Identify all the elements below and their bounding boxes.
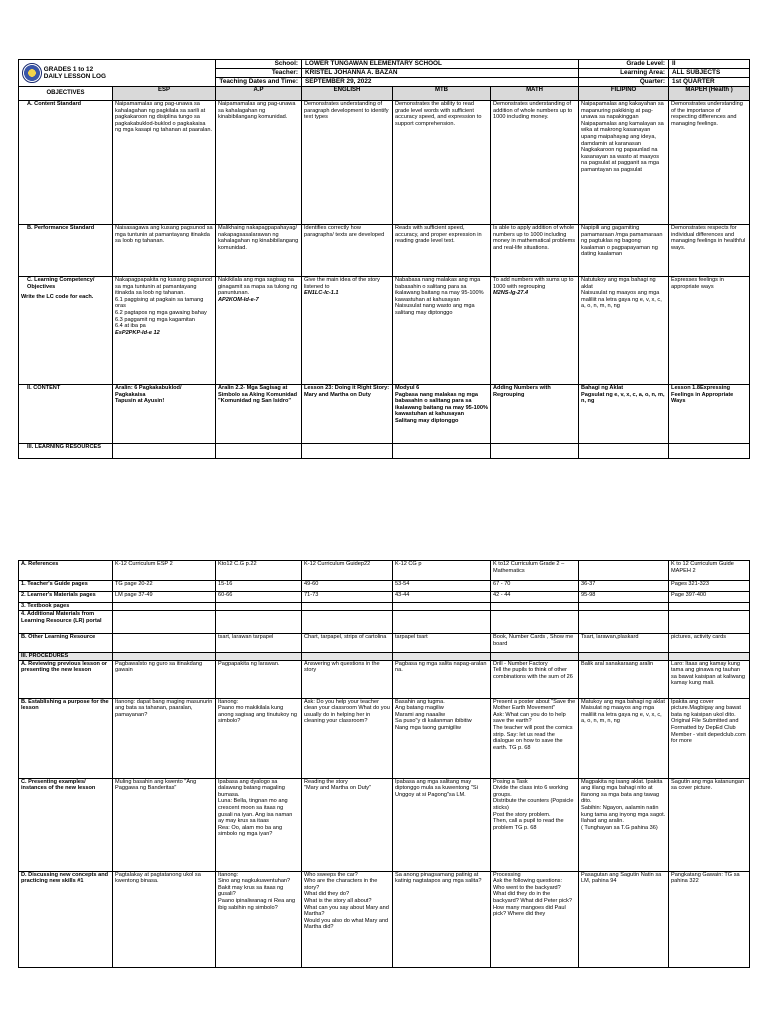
header-title-cell: [19, 60, 216, 87]
procedure-cell: [579, 603, 669, 611]
objective-cell-text: Naipamamalas ang pag-unawa sa kahalagahan ng kinabibilangang komunidad.: [218, 101, 296, 121]
procedure-cell: [491, 603, 579, 611]
objective-cell-text: Naipapamalas ang kakayahan sa mapanuring pakikinig at pag-unawa sa napakinggan Naipapamalas ang kamalayan sa wika at makrong kasanayan upang maipahayag ang ideya, damdamin at karanasan Nagkakaroon ng papaunlad na kasanayan sa wasto at maayos na pagsulat at pagganit sa mga pamantayan sa pagsulat: [581, 101, 664, 173]
procedure-cell: [302, 653, 393, 661]
procedure-cell: 53-54: [393, 581, 491, 592]
procedures-body: [19, 561, 750, 968]
objectives-row: [19, 385, 750, 444]
header-title1: GRADES 1 to 12: [43, 65, 94, 73]
objectives-row: [19, 277, 750, 385]
procedure-cell: Tsart, larawan,plaskard: [579, 634, 669, 653]
objective-cell: [669, 444, 750, 459]
objective-cell: [491, 101, 579, 225]
objectives-row: [19, 444, 750, 459]
objectives-row: [19, 101, 750, 225]
quarter-label: Quarter:: [579, 78, 669, 87]
row-label: 2. Learner's Materials pages: [19, 592, 113, 603]
procedure-cell: Ipabasa ang dyalogo sa dalawang batang magaling bumasa. Luna: Bella, tingnan mo ang crescent moon sa itaas ng gusali na iyan. Ang isa naman ay may krus sa itaas Rea: Oo, alam mo ba ang simbolo ng mga iyan?: [216, 778, 302, 871]
objective-cell-text: Demonstrates respects for individual differences and managing feelings in healthful ways.: [671, 225, 746, 251]
procedure-cell: Kto12 C.G p.22: [216, 561, 302, 581]
objective-cell: [113, 225, 216, 277]
procedure-cell: 36-37: [579, 581, 669, 592]
row-label-text: A. Content Standard: [27, 101, 82, 107]
objective-cell: [113, 101, 216, 225]
objective-cell: [113, 277, 216, 385]
procedure-cell: K to 12 Curriculum Guide MAPEH 2: [669, 561, 750, 581]
procedure-cell: [669, 603, 750, 611]
procedure-cell: [579, 561, 669, 581]
procedure-cell: Sagutin ang mga katanungan sa cover picture.: [669, 778, 750, 871]
procedure-cell: tarpapel tsart: [393, 634, 491, 653]
procedure-cell: K to12 Curriculum Grade 2 – Mathematics: [491, 561, 579, 581]
objective-cell: [579, 101, 669, 225]
objective-cell-text: Demonstrates understanding of addition of whole numbers up to 1000 including money.: [493, 101, 573, 121]
procedure-cell: TG page 20-22: [113, 581, 216, 592]
procedure-cell: Balik aral sanakaraang aralin: [579, 660, 669, 698]
objective-cell: [579, 385, 669, 444]
objective-cell-text: Demonstrates the ability to read grade level words with sufficient accuracy speed, and expression to support comprehension.: [395, 101, 482, 127]
row-label: C. Presenting examples/ instances of the new lesson: [19, 778, 113, 871]
procedure-cell: Ask: Do you help your teacher clean your classroom What do you usually do in helping her in cleaning your classroom?: [302, 698, 393, 778]
objective-cell: [393, 385, 491, 444]
procedures-row: [19, 611, 750, 634]
procedure-cell: K-12 Curriculum Guidep22: [302, 561, 393, 581]
lc-code: EN1LC-Ic-1.1: [304, 290, 339, 297]
objective-cell: [393, 101, 491, 225]
objective-cell: [669, 101, 750, 225]
objective-cell-text: Naisasagawa ang kusang pagsunod sa mga tuntunin at pamantayang itinakda sa loob ng tahanan.: [115, 225, 213, 245]
area-value: ALL SUBJECTS: [669, 69, 750, 78]
objective-cell-text: Lesson 23: Doing it Right Story: Mary and Martha on Duty: [304, 385, 390, 398]
objective-cell-text: Naipamamalas ang pag-unawa sa kahalagahan ng pagkilala sa sarili at pagkakaroon ng disiplina tungo sa pagkakabuklod-buklod o pagkakaisa ng mga kasapi ng tahanan at paaralan.: [115, 101, 213, 134]
procedure-cell: [113, 611, 216, 634]
objective-cell: [113, 444, 216, 459]
procedure-cell: Pangkatang Gawain: TG sa pahina 322: [669, 871, 750, 967]
objective-cell: [216, 444, 302, 459]
objectives-row: [19, 225, 750, 277]
row-label: A. References: [19, 561, 113, 581]
procedure-cell: Present a poster about "Save the Mother Earth Movement" Ask: What can you do to help save the earth? The teacher will post the comics strip. Say: let us read the dialogue on how to save the earth. TG p. 68: [491, 698, 579, 778]
objective-cell: [216, 277, 302, 385]
lc-code: EsP2PKP-Id-e 12: [115, 329, 160, 336]
row-label: III. PROCEDURES: [19, 653, 113, 661]
row-label: A. Reviewing previous lesson or presenting the new lesson: [19, 660, 113, 698]
procedure-cell: K-12 CG p: [393, 561, 491, 581]
objective-cell: [393, 225, 491, 277]
objective-cell-text: Malikhaing nakapagpapahayag/ nakapagsasalarawan ng kahalagahan ng kinabibilangang komunidad.: [218, 225, 299, 251]
row-label: B. Establishing a purpose for the lesson: [19, 698, 113, 778]
objective-cell-text: To add numbers with sums up to 1000 with regrouping: [493, 277, 574, 290]
objective-cell-text: Is able to apply addition of whole numbers up to 1000 including money in mathematical problems and real-life situations.: [493, 225, 576, 251]
row-label-text: III. LEARNING RESOURCES: [27, 444, 101, 450]
objective-cell-text: Reads with sufficient speed, accuracy, and proper expression in reading grade level text.: [395, 225, 482, 245]
objective-cell-text: Aralin 2.2- Mga Sagisag at Simbolo sa Aking Komunidad "Komunidad ng San Isidro": [218, 385, 298, 405]
objective-cell: [491, 444, 579, 459]
row-label: [19, 101, 113, 225]
procedure-cell: [113, 634, 216, 653]
procedure-cell: Pagtalakay at pagtatanong ukol sa kwentong binasa.: [113, 871, 216, 967]
procedure-cell: [579, 653, 669, 661]
procedure-cell: Muling basahin ang kwento "Ang Paggawa ng Banderitas": [113, 778, 216, 871]
objective-cell: [302, 385, 393, 444]
objective-cell-text: Adding Numbers with Regrouping: [493, 385, 551, 398]
col-filipino: FILIPINO: [579, 87, 669, 101]
procedures-row: [19, 634, 750, 653]
row-label-text: II. CONTENT: [27, 385, 61, 391]
procedure-cell: pictures, activity cards: [669, 634, 750, 653]
row-label: 3. Textbook pages: [19, 603, 113, 611]
procedure-cell: Itanong: dapat bang maging masunurin ang bata sa tahanan, paaralan, pamayanan?: [113, 698, 216, 778]
lesson-log-table-top: [18, 59, 750, 459]
lc-code: AP2KOM-Id-e-7: [218, 296, 259, 303]
objective-cell-text: Nakikilala ang mga sagisag na ginagamit sa mapa sa tulong ng panuntunan.: [218, 277, 298, 297]
objective-cell: [669, 277, 750, 385]
row-sublabel: Write the LC code for each.: [21, 294, 94, 301]
procedure-cell: [302, 611, 393, 634]
procedures-row: [19, 603, 750, 611]
lc-code: M2NS-Ig-27.4: [493, 290, 529, 297]
objective-cell-text: Demonstrates understanding of the importance of respecting differences and managing feelings.: [671, 101, 743, 127]
grade-label: Grade Level:: [579, 60, 669, 69]
row-label-text: B. Performance Standard: [27, 225, 95, 231]
procedure-cell: [216, 653, 302, 661]
procedure-cell: K-12 Curriculum ESP 2: [113, 561, 216, 581]
procedure-cell: Chart, tarpapel, strips of cartolina: [302, 634, 393, 653]
col-objectives: OBJECTIVES: [19, 87, 113, 101]
procedure-cell: [579, 611, 669, 634]
procedure-cell: LM page 37-49: [113, 592, 216, 603]
procedure-cell: [393, 603, 491, 611]
objective-cell: [302, 444, 393, 459]
objective-cell: [669, 385, 750, 444]
procedure-cell: [669, 653, 750, 661]
procedure-cell: [302, 603, 393, 611]
procedure-cell: [491, 611, 579, 634]
deped-seal-icon: [22, 63, 42, 83]
row-label: [19, 385, 113, 444]
row-label: [19, 277, 113, 385]
objective-cell: [302, 101, 393, 225]
objective-cell-text: Demonstrates understanding of paragraph development to identify text types: [304, 101, 389, 121]
teacher-value: KRISTEL JOHANNA A. BAZAN: [302, 69, 579, 78]
procedures-row: [19, 653, 750, 661]
school-label: School:: [216, 60, 302, 69]
procedures-row: [19, 581, 750, 592]
objective-cell: [579, 444, 669, 459]
objective-cell: [491, 225, 579, 277]
procedure-cell: [393, 611, 491, 634]
objective-cell: [491, 385, 579, 444]
procedures-row: [19, 660, 750, 698]
procedure-cell: tsart, larawan tarpapel: [216, 634, 302, 653]
date-label: Teaching Dates and Time:: [216, 78, 302, 87]
procedure-cell: Itanong: Sino ang nagkukuwentuhan? Bakit may krus sa itaas ng gusali? Paano ipinaliwanag ni Rea ang ibig sabihin ng simbolo?: [216, 871, 302, 967]
procedures-row: [19, 561, 750, 581]
procedure-cell: [113, 653, 216, 661]
procedures-row: [19, 778, 750, 871]
procedures-row: [19, 698, 750, 778]
procedures-row: [19, 871, 750, 967]
objective-cell: [216, 385, 302, 444]
objective-cell: [579, 225, 669, 277]
procedure-cell: 42 - 44: [491, 592, 579, 603]
objective-cell-text: Aralin: 6 Pagkakabuklod/ Pagkakaisa Tapusin at Ayusin!: [115, 385, 182, 405]
objectives-body: [19, 101, 750, 459]
objective-cell-text: Give the main idea of the story listened to: [304, 277, 380, 290]
procedure-cell: [216, 611, 302, 634]
procedure-cell: 15-16: [216, 581, 302, 592]
objective-cell: [302, 277, 393, 385]
row-label-text: C. Learning Competency/ Objectives: [27, 277, 95, 290]
row-label: [19, 444, 113, 459]
teacher-label: Teacher:: [216, 69, 302, 78]
col-esp: ESP: [113, 87, 216, 101]
procedure-cell: 60-66: [216, 592, 302, 603]
procedure-cell: Ipabasa ang mga salitang may diptonggo mula sa kuwentong "Si Unggoy at si Pagong"sa LM.: [393, 778, 491, 871]
procedure-cell: Pagbasa ng mga salita napag-aralan na.: [393, 660, 491, 698]
procedure-cell: Pagpapakita ng larawan.: [216, 660, 302, 698]
school-value: LOWER TUNGAWAN ELEMENTARY SCHOOL: [302, 60, 579, 69]
objective-cell: [216, 225, 302, 277]
objective-cell: [302, 225, 393, 277]
col-english: ENGLISH: [302, 87, 393, 101]
procedure-cell: [491, 653, 579, 661]
procedure-cell: Pagbawalsto ng guro sa itinakdang gawain: [113, 660, 216, 698]
objective-cell: [393, 444, 491, 459]
procedure-cell: Reading the story "Mary and Martha on Duty": [302, 778, 393, 871]
col-math: MATH: [491, 87, 579, 101]
objective-cell: [216, 101, 302, 225]
objective-cell-text: Napipili ang gagamiting pamamaraan /mga pamamaraan ng pagtuklas ng bagong kaalaman o pagpapayaman ng dating kaalaman: [581, 225, 663, 258]
procedure-cell: Ipakita ang cover picture.Magbigay ang bawat bata ng kaisipan ukol dito. Original File Submitted and Formatted by DepEd Club Member - visit depedclub.com for more: [669, 698, 750, 778]
objective-cell-text: Modyul 6 Pagbasa nang malakas ng mga babasahin o salitang para sa ikalawang baitang na may 95-100% kawastuhan at kahusayan Salitang may diptonggo: [395, 385, 488, 424]
objective-cell-text: Expresses feelings in appropriate ways: [671, 277, 724, 290]
procedure-cell: Who sweeps the car? Who are the characters in the story? What did they do? What is the story all about? What can you say about Mary and Martha? Would you also do what Mary and Martha did?: [302, 871, 393, 967]
procedure-cell: Book, Number Cards , Show me board: [491, 634, 579, 653]
procedure-cell: Basahin ang tugma. Ang batang magiliw Marami ang naaaliw Sa puso"y di kailanman ibibitiw Nang mga taong gumigiliw: [393, 698, 491, 778]
objective-cell: [579, 277, 669, 385]
procedure-cell: Processing Ask the following questions: Who went to the backyard? What did they do in the backyard? What did Peter pick? How many mangoes did Paul pick? Where did they: [491, 871, 579, 967]
header-title2: DAILY LESSON LOG: [43, 73, 106, 80]
procedure-cell: Itanong: Paano mo makikilala kung anong sagisag ang tinutukoy ng simbolo?: [216, 698, 302, 778]
procedure-cell: [669, 611, 750, 634]
procedure-cell: Page 397-400: [669, 592, 750, 603]
row-label: D. Discussing new concepts and practicing new skills #1: [19, 871, 113, 967]
procedure-cell: 67 - 70: [491, 581, 579, 592]
col-mtb: MTB: [393, 87, 491, 101]
procedure-cell: Magpakita ng isang aklat. Ipakita ang iilang mga bahagi nito at itanong sa mga bata ang tawag dito. Sabihin: Ngayon, aalamin natin kung tama ang inyong mga sagot. Ilahad ang aralin. ( Tunghayan sa T.G pahina 36): [579, 778, 669, 871]
objective-cell: [393, 277, 491, 385]
procedure-cell: Posing a Task Divide the class into 6 working groups. Distribute the counters (Popsicle sticks) Post the story problem. Then, call a pupil to read the problem TG p. 68: [491, 778, 579, 871]
procedure-cell: [113, 603, 216, 611]
procedure-cell: Drill - Number Factory Tell the pupils to think of other combinations with the sum of 26: [491, 660, 579, 698]
date-value: SEPTEMBER 29, 2022: [302, 78, 579, 87]
grade-value: II: [669, 60, 750, 69]
procedure-cell: Matukoy ang mga bahagi ng aklat Maisulat ng maayos ang mga maliliit na letra gaya ng e, v, x, c, a, o, n, m, n, ng: [579, 698, 669, 778]
procedure-cell: Pasagutan ang Sagutin Natin sa LM, pahina 94: [579, 871, 669, 967]
objective-cell: [113, 385, 216, 444]
objective-cell-text: Identifies correctly how paragraphs/ texts are developed: [304, 225, 385, 238]
lesson-log-table-bottom: [18, 560, 750, 968]
procedures-row: [19, 592, 750, 603]
procedure-cell: 95-98: [579, 592, 669, 603]
row-label: 4. Additional Materials from Learning Resource (LR) portal: [19, 611, 113, 634]
procedure-cell: Sa anong pinagsamang patinig at katinig nagtatapos ang mga salita?: [393, 871, 491, 967]
procedure-cell: Laro: Itaas ang kamay kung tama ang ginawa ng tauhan sa bawat kaisipan at kaliwang kamay kung mali.: [669, 660, 750, 698]
row-label: 1. Teacher's Guide pages: [19, 581, 113, 592]
procedure-cell: [393, 653, 491, 661]
objective-cell: [669, 225, 750, 277]
row-label: [19, 225, 113, 277]
procedure-cell: Answering wh questions in the story: [302, 660, 393, 698]
objective-cell: [491, 277, 579, 385]
procedure-cell: [216, 603, 302, 611]
objective-cell-text: Nakapagpapakita ng kusang pagsunod sa mga tuntunin at pamantayang itinakda sa loob ng tahanan. 6.1 paggising at pagkain sa tamang oras 6.2 pagtapos ng mga gawaing bahay 6.3 paggamit ng mga kagamitan 6.4 at iba pa: [115, 277, 213, 330]
area-label: Learning Area:: [579, 69, 669, 78]
procedure-cell: 43-44: [393, 592, 491, 603]
quarter-value: 1st QUARTER: [669, 78, 750, 87]
objective-cell-text: Lesson 1.8Expressing Feelings in Appropriate Ways: [671, 385, 734, 405]
procedure-cell: Pages 321-323: [669, 581, 750, 592]
objective-cell-text: Nababasa nang malakas ang mga babasahin o salitang para sa ikalawang baitang na may 95-100% kawastuhan at kahusayan Naisusulat nang wasto ang mga salitang may diptonggo: [395, 277, 484, 316]
objective-cell-text: Natutukoy ang mga bahagi ng aklat Naisusulat ng maayos ang mga maliliit na letra gaya ng e, v, x, c, a, o, n, m, n, ng: [581, 277, 662, 310]
procedure-cell: 71-73: [302, 592, 393, 603]
procedure-cell: 49-60: [302, 581, 393, 592]
col-ap: A.P: [216, 87, 302, 101]
col-mapeh: MAPEH (Health ): [669, 87, 750, 101]
row-label: B. Other Learning Resource: [19, 634, 113, 653]
objective-cell-text: Bahagi ng Aklat Pagsulat ng e, v, x, c, a, o, n, m, n, ng: [581, 385, 665, 405]
